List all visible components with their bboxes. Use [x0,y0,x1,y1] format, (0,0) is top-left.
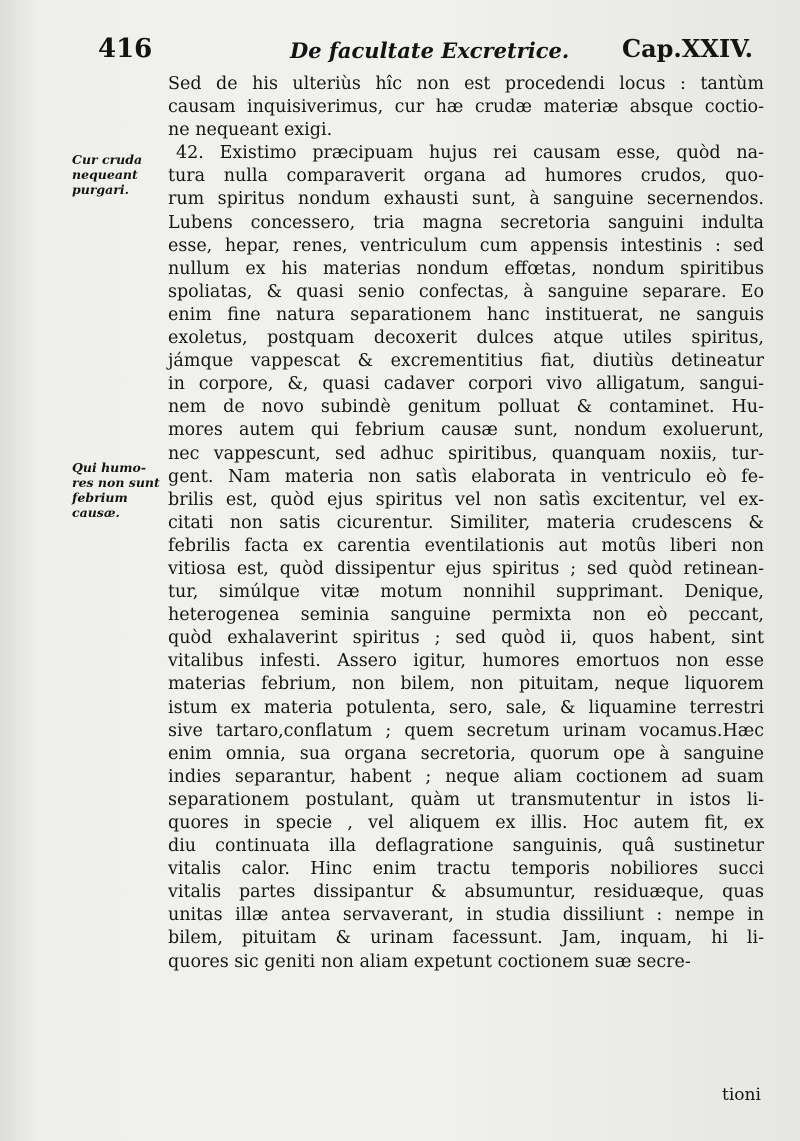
text-line: jámque vappescat & excrementitius fiat, diutiùs detineatur [168,351,764,372]
text-line: gent. Nam materia non satìs elaborata in ventriculo eò fe- [168,466,764,487]
marginal-note-line: causæ. [72,505,120,520]
text-line: quòd exhalaverint spiritus ; sed quòd ii, quos habent, sint [168,628,764,649]
text-line: spoliatas, & quasi senio confectas, à sanguine separare. Eo [168,281,764,302]
catchword: tioni [722,1085,761,1105]
text-line: quores sic geniti non aliam expetunt coctionem suæ secre- [168,951,691,972]
text-line: tur, simúlque vitæ motum nonnihil supprimant. Denique, [168,582,764,603]
marginal-note-line: nequeant [72,167,138,182]
text-line: esse, hepar, renes, ventriculum cum appensis intestinis : sed [168,235,764,256]
marginal-note-line: res non sunt [72,475,160,490]
chapter-label: Cap.XXIV. [622,34,754,63]
text-line: ne nequeant exigi. [168,120,333,141]
page-number: 416 [98,34,153,64]
text-line: mores autem qui febrium causæ sunt, nondum exoluerunt, [168,420,764,441]
marginal-note-line: purgari. [72,182,129,197]
text-line: 42. Existimo præcipuam hujus rei causam esse, quòd na- [176,143,764,164]
running-head [0,34,800,74]
text-line: tura nulla comparaverit organa ad humores crudos, quo- [168,166,764,187]
text-line: citati non satis cicurentur. Similiter, materia crudescens & [168,512,764,533]
marginal-note-qui-humores [72,460,164,520]
text-line: quores in specie , vel aliquem ex illis. Hoc autem fit, ex [168,813,764,833]
text-line: sive tartaro,conflatum ; quem secretum urinam vocamus.Hæc [168,720,764,741]
text-line: nullum ex his materias nondum effœtas, nondum spiritibus [168,258,764,279]
text-line: exoletus, postquam decoxerit dulces atque utiles spiritus, [168,328,764,349]
marginal-note-cur-cruda [72,152,164,197]
text-line: diu continuata illa deflagratione sanguinis, quâ sustinetur [168,836,764,857]
text-line: separationem postulant, quàm ut transmutentur in istos li- [168,789,764,810]
text-line: istum ex materia potulenta, sero, sale, & liquamine terrestri [168,697,764,718]
text-line: enim fine natura separationem hanc instituerat, ne sanguis [168,304,764,325]
text-line: indies separantur, habent ; neque aliam coctionem ad suam [168,766,764,787]
text-line: rum spiritus nondum exhausti sunt, à sanguine secernendos. [168,189,764,210]
text-line: brilis est, quòd ejus spiritus vel non satìs excitentur, vel ex- [168,489,764,510]
text-line: materias febrium, non bilem, non pituitam, neque liquorem [168,674,764,695]
text-line: nec vappescunt, sed adhuc spiritibus, quanquam noxiis, tur- [168,443,764,464]
text-line: vitalis calor. Hinc enim tractu temporis nobiliores succi [168,859,764,880]
marginal-note-line: febrium [72,490,128,505]
text-line: vitalibus infesti. Assero igitur, humores emortuos non esse [168,651,764,672]
text-line: in corpore, &, quasi cadaver corpori vivo alligatum, sangui- [168,374,764,395]
text-line: vitiosa est, quòd dissipentur ejus spiritus ; sed quòd retinean- [168,558,764,579]
text-line: heterogenea seminia sanguine permixta non eò peccant, [168,605,764,626]
text-line: Lubens concessero, tria magna secretoria sanguini indulta [168,212,764,233]
text-line: nem de novo subindè genitum polluat & contaminet. Hu- [168,397,764,418]
marginal-note-line: Qui humo- [72,460,147,475]
text-line: bilem, pituitam & urinam facessunt. Jam, inquam, hi li- [168,928,764,949]
text-line: Sed de his ulteriùs hîc non est procedendi locus : tantùm [168,74,764,94]
text-line: vitalis partes dissipantur & absumuntur, residuæque, quas [168,882,764,903]
text-line: causam inquisiverimus, cur hæ crudæ materiæ absque coctio- [168,97,764,118]
running-title: De facultate Excretrice. [290,38,570,63]
marginal-note-line: Cur cruda [72,152,143,167]
text-line: febrilis facta ex carentia eventilationis aut motûs liberi non [168,535,764,556]
text-line: unitas illæ antea servaverant, in studia dissiliunt : nempe in [168,905,764,926]
text-line: enim omnia, sua organa secretoria, quorum ope à sanguine [168,743,764,764]
body-text [168,73,764,974]
